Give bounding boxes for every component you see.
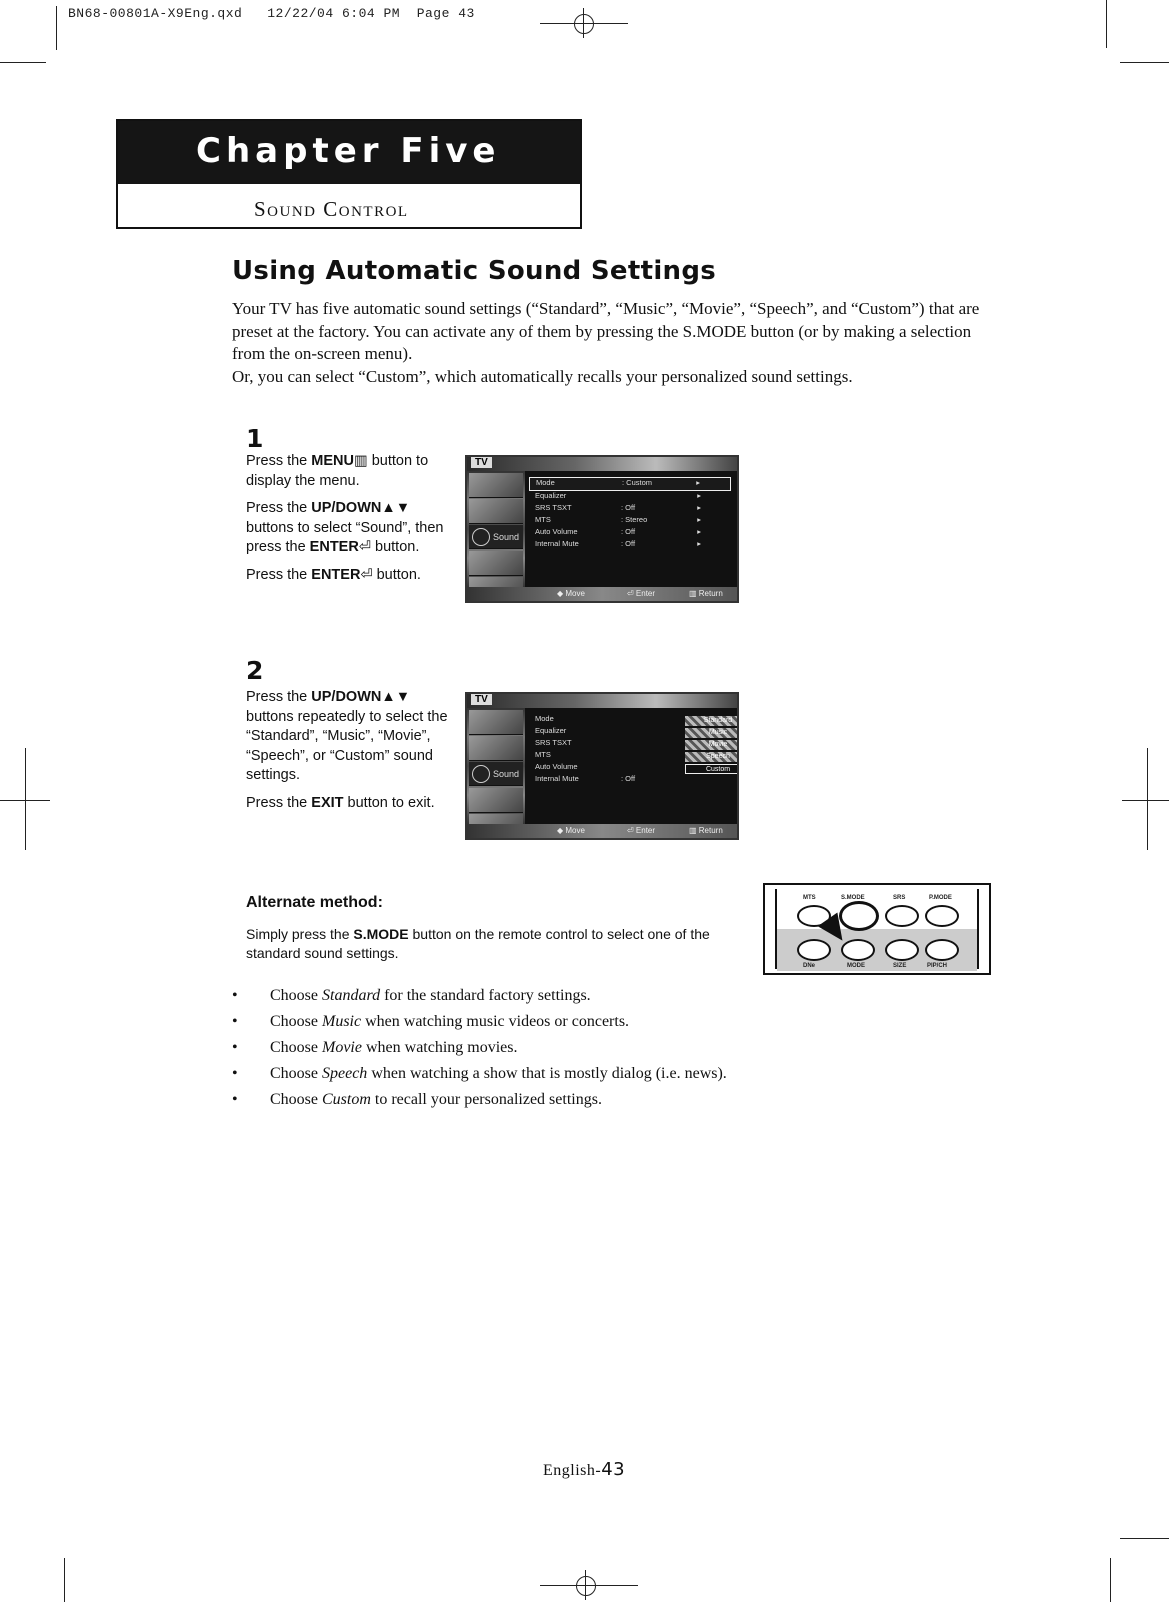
tv-move-hint: ◆ Move: [557, 826, 585, 835]
remote-label: MTS: [803, 895, 816, 901]
intro-paragraph-2: Or, you can select “Custom”, which automatically recalls your personalized sound settings.: [232, 366, 853, 386]
tv-category-sound: Sound: [469, 762, 523, 786]
crop-mark: [0, 62, 46, 63]
chapter-title: Chapter Five: [196, 131, 501, 171]
sound-mode-list: [232, 983, 872, 1113]
remote-label: SIZE: [893, 963, 907, 969]
remote-control-illustration: [763, 883, 991, 975]
crop-mark: [25, 748, 26, 850]
intro-text: [232, 298, 982, 388]
footer-language: English-: [543, 1462, 602, 1479]
list-item: • Choose Standard for the standard factory settings.: [232, 983, 872, 1009]
chapter-title-bar: [118, 121, 580, 184]
tv-category: [469, 736, 523, 761]
printer-slug: [68, 6, 475, 21]
list-item: • Choose Movie when watching movies.: [232, 1035, 872, 1061]
tv-menu-row: MTS : Stereo ▸: [535, 515, 701, 524]
sound-mode-option: Speech: [685, 752, 739, 762]
crop-mark: [1120, 62, 1169, 63]
list-item: • Choose Music when watching music videos or concerts.: [232, 1009, 872, 1035]
srs-button: [885, 905, 919, 927]
tv-move-hint: ◆ Move: [557, 589, 585, 598]
remote-label: SRS: [893, 895, 906, 901]
footer-page-number: 43: [601, 1459, 626, 1480]
up-down-icon: ▲▼: [381, 689, 411, 705]
tv-enter-hint: ⏎ Enter: [627, 589, 656, 598]
crop-mark: [0, 800, 50, 801]
step-1-number: 1: [246, 424, 264, 453]
tv-category: [469, 473, 523, 498]
sound-mode-dropdown: [685, 716, 739, 776]
crop-mark: [56, 6, 57, 50]
step-2-instruction-2: Press the EXIT button to exit.: [246, 794, 435, 811]
tv-menu-header: [467, 694, 737, 708]
step-1-instruction-2: Press the UP/DOWN▲▼ buttons to select “Sound”, then press the ENTER⏎ button.: [246, 500, 444, 555]
section-title: Using Automatic Sound Settings: [232, 256, 717, 286]
tv-menu-row: MTS: [535, 750, 551, 759]
remote-body: [775, 889, 979, 969]
up-down-icon: ▲▼: [381, 500, 411, 516]
tv-header-label: TV: [471, 457, 492, 468]
sound-mode-option: Standard: [685, 716, 739, 726]
tv-menu-footer: [467, 824, 737, 838]
tv-category-sound: Sound: [469, 525, 523, 549]
tv-menu-screenshot-1: [465, 455, 739, 603]
tv-menu-row: Mode: [535, 714, 554, 723]
tv-menu-row: Equalizer ▸: [535, 491, 701, 500]
remote-label: MODE: [847, 963, 865, 969]
step-1-text: [246, 452, 461, 593]
tv-category: [469, 788, 523, 813]
step-2-instruction-1: Press the UP/DOWN▲▼ buttons repeatedly to select the “Standard”, “Music”, “Movie”, “Speech”, or “Custom” sound settings.: [246, 689, 448, 783]
enter-icon: ⏎: [360, 566, 373, 583]
tv-menu-row: Equalizer: [535, 726, 567, 735]
slug-date: 12/22/04: [267, 6, 334, 21]
step-2-text: [246, 688, 461, 821]
dne-button: [797, 939, 831, 961]
tv-menu-sidebar: [467, 708, 525, 824]
crop-mark: [1122, 800, 1169, 801]
step-1-instruction-1: Press the MENU▥ button to display the menu.: [246, 453, 429, 489]
crop-mark: [1120, 1538, 1169, 1539]
tv-menu-row: SRS TSXT: [535, 738, 572, 747]
crop-mark: [1147, 748, 1148, 850]
slug-page-label: Page: [416, 6, 450, 21]
intro-paragraph-1: Your TV has five automatic sound settings (“Standard”, “Music”, “Movie”, “Speech”, and “Custom”) that are preset at the factory. You can activate any of them by pressing the S.MODE button (or by making a selection from the on-screen menu).: [232, 299, 980, 363]
sound-mode-option: Music: [685, 728, 739, 738]
tv-category: [469, 710, 523, 735]
chapter-subtitle: Sound Control: [254, 197, 409, 221]
tv-return-hint: ▥ Return: [689, 589, 723, 598]
chapter-header: [116, 119, 582, 229]
tv-enter-hint: ⏎ Enter: [627, 826, 656, 835]
remote-label: DNe: [803, 963, 816, 969]
step-1-instruction-3: Press the ENTER⏎ button.: [246, 566, 421, 583]
list-item: • Choose Speech when watching a show that is mostly dialog (i.e. news).: [232, 1061, 872, 1087]
sound-mode-option-selected: Custom: [685, 764, 739, 774]
remote-label: S.MODE: [841, 895, 865, 901]
tv-menu-row: Auto Volume: [535, 762, 578, 771]
pip-ch-button: [925, 939, 959, 961]
mode-button: [841, 939, 875, 961]
remote-label: P.MODE: [929, 895, 952, 901]
tv-category: [469, 499, 523, 524]
alternate-method-title: Alternate method:: [246, 894, 383, 911]
tv-header-label: TV: [471, 694, 492, 705]
slug-file: BN68-00801A-X9Eng.qxd: [68, 6, 243, 21]
tv-menu-footer: [467, 587, 737, 601]
tv-menu-header: [467, 457, 737, 471]
remote-label: PIP/CH: [927, 963, 948, 969]
slug-time: 6:04 PM: [341, 6, 401, 21]
crop-mark: [64, 1558, 65, 1602]
smode-button-name: S.MODE: [353, 926, 409, 942]
tv-menu-row: SRS TSXT : Off ▸: [535, 503, 701, 512]
pmode-button: [925, 905, 959, 927]
enter-icon: ⏎: [358, 539, 371, 555]
tv-menu-row: Internal Mute : Off ▸: [535, 539, 701, 548]
tv-menu-screenshot-2: [465, 692, 739, 840]
page-footer: [543, 1459, 625, 1480]
tv-menu-row: Mode : Custom ▸: [529, 477, 731, 491]
crop-mark: [1110, 1558, 1111, 1602]
sound-mode-option: Movie: [685, 740, 739, 750]
size-button: [885, 939, 919, 961]
crop-mark: [540, 1585, 638, 1586]
crop-mark: [1106, 0, 1107, 48]
tv-menu-body: [529, 477, 731, 583]
tv-return-hint: ▥ Return: [689, 826, 723, 835]
crop-mark: [540, 23, 628, 24]
menu-icon: ▥: [353, 453, 368, 469]
alternate-method-text: Simply press the S.MODE button on the remote control to select one of the standard sound settings.: [246, 926, 710, 961]
tv-menu-row: Internal Mute : Off: [535, 774, 636, 783]
slug-page-number: 43: [458, 6, 475, 21]
tv-menu-sidebar: [467, 471, 525, 587]
tv-menu-row: Auto Volume : Off ▸: [535, 527, 701, 536]
list-item: • Choose Custom to recall your personalized settings.: [232, 1087, 872, 1113]
step-2-number: 2: [246, 656, 264, 685]
tv-menu-body: [529, 714, 731, 820]
tv-category: [469, 551, 523, 576]
